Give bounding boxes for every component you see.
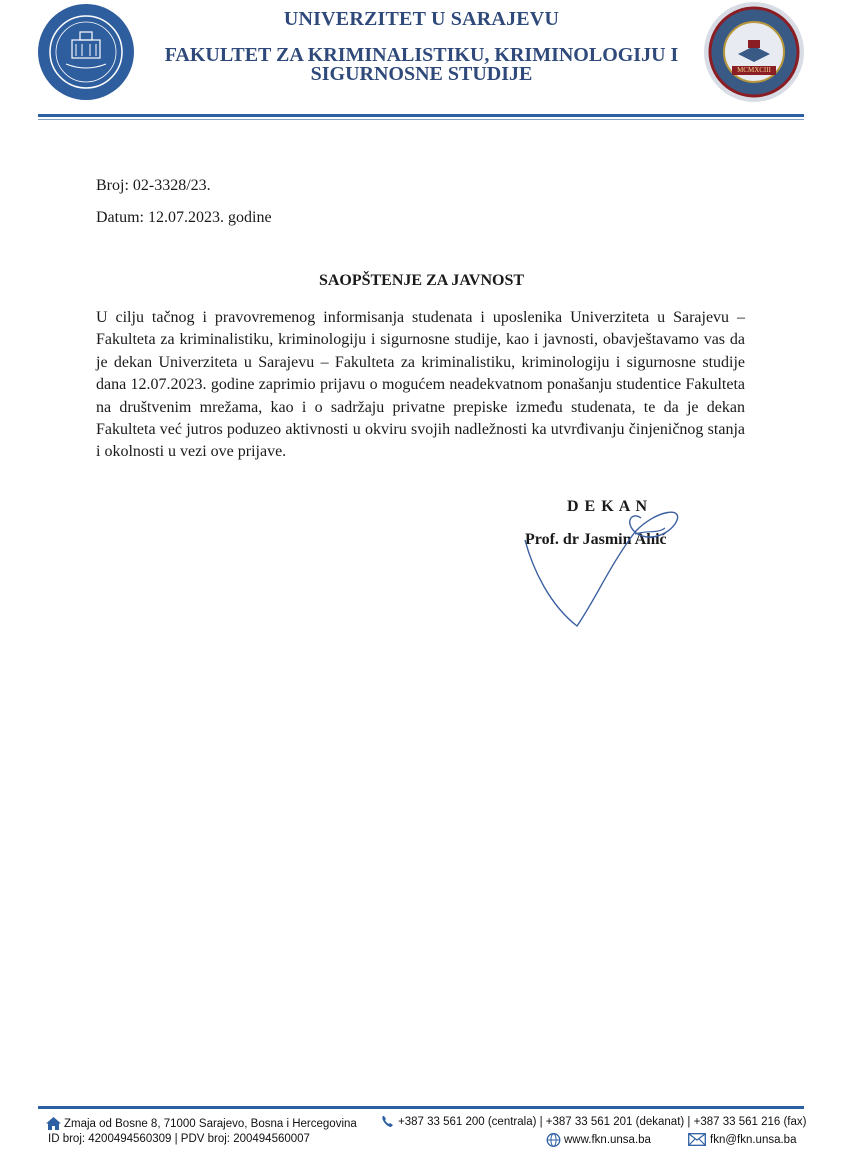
announcement-title: SAOPŠTENJE ZA JAVNOST bbox=[318, 272, 525, 289]
signatory-name: Prof. dr Jasmin Ahić bbox=[525, 531, 667, 548]
seal-year-label: MCMXCIII bbox=[737, 66, 771, 74]
signature-role: D E K A N bbox=[567, 498, 649, 515]
phone-icon bbox=[381, 1115, 395, 1128]
document-number: Broj: 02-3328/23. bbox=[96, 177, 211, 194]
mail-icon bbox=[688, 1133, 706, 1146]
footer-phone-line bbox=[381, 1115, 806, 1128]
footer-rule bbox=[38, 1106, 804, 1109]
handwritten-signature bbox=[515, 500, 695, 630]
footer-address-line bbox=[46, 1117, 357, 1130]
document-date: Datum: 12.07.2023. godine bbox=[96, 209, 272, 226]
footer-ids: ID broj: 4200494560309 | PDV broj: 200494560007 bbox=[48, 1133, 310, 1145]
home-icon bbox=[46, 1117, 61, 1130]
globe-icon bbox=[546, 1133, 561, 1147]
footer-phones: +387 33 561 200 (centrala) | +387 33 561 201 (dekanat) | +387 33 561 216 (fax) bbox=[398, 1115, 807, 1128]
footer-web-line bbox=[546, 1133, 651, 1147]
faculty-title-line-2: SIGURNOSNE STUDIJE bbox=[310, 63, 533, 85]
footer-website[interactable]: www.fkn.unsa.ba bbox=[564, 1134, 651, 1146]
faculty-title-line-1: FAKULTET ZA KRIMINALISTIKU, KRIMINOLOGIJU I bbox=[164, 44, 679, 66]
university-title: UNIVERZITET U SARAJEVU bbox=[283, 8, 560, 30]
footer-email[interactable]: fkn@fkn.unsa.ba bbox=[710, 1133, 797, 1146]
footer-address: Zmaja od Bosne 8, 71000 Sarajevo, Bosna i Hercegovina bbox=[64, 1117, 357, 1130]
announcement-body: U cilju tačnog i pravovremenog informisanja studenata i uposlenika Univerziteta u Sarajevu – Fakulteta za kriminalistiku, kriminologiju i sigurnosne studije, kao i javnosti, obavještavamo vas da je dekan Univerziteta u Sarajevu – Fakulteta za kriminalistiku, kriminologiju i sigurnosne studije dana 12.07.2023. godine zaprimio prijavu o mogućem neadekvatnom ponašanju studentice Fakulteta na društvenim mrežama, kao i o sadržaju privatne prepiske između studenata, te da je dekan Fakulteta već jutros poduzeo aktivnosti u okviru svojih nadležnosti ka utvrđivanju činjeničnog stanja i okolnosti u vezi ove prijave. bbox=[96, 309, 745, 461]
header-rule-thin bbox=[38, 119, 804, 120]
header-rule bbox=[38, 114, 804, 117]
footer-email-line bbox=[688, 1133, 796, 1146]
